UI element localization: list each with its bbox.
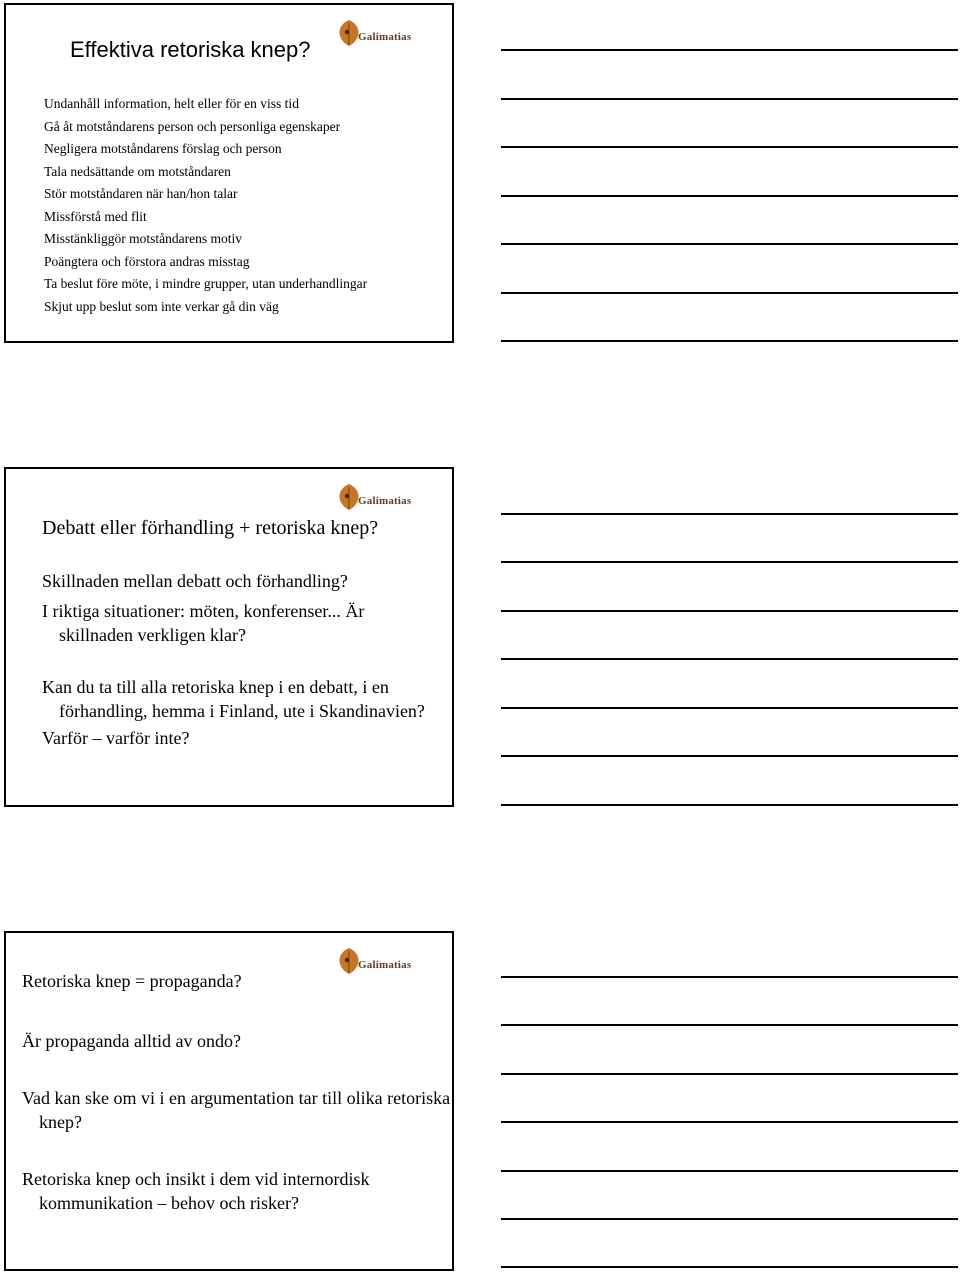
note-lines bbox=[501, 0, 958, 1272]
slide-title: Debatt eller förhandling + retoriska knep? bbox=[42, 517, 379, 539]
galimatias-logo bbox=[336, 947, 416, 977]
note-line bbox=[501, 1170, 958, 1172]
list-item: Ta beslut före möte, i mindre grupper, utan underhandlingar bbox=[44, 276, 368, 291]
paragraph: Skillnaden mellan debatt och förhandling? bbox=[42, 571, 348, 591]
note-line bbox=[501, 1121, 958, 1123]
note-line bbox=[501, 340, 958, 342]
list-item: Undanhåll information, helt eller för en viss tid bbox=[44, 96, 299, 111]
list-item: Gå åt motståndarens person och personliga egenskaper bbox=[44, 118, 341, 134]
note-line bbox=[501, 561, 958, 563]
logo-text: Galimatias bbox=[358, 31, 412, 43]
list-item: Tala nedsättande om motståndaren bbox=[44, 163, 231, 179]
list-item: Negligera motståndarens förslag och person bbox=[44, 141, 282, 156]
note-line bbox=[501, 292, 958, 294]
note-line bbox=[501, 98, 958, 100]
logo-text: Galimatias bbox=[358, 959, 412, 971]
paragraph: Är propaganda alltid av ondo? bbox=[22, 1031, 241, 1051]
logo-text: Galimatias bbox=[358, 495, 412, 507]
bullet-list bbox=[44, 93, 367, 318]
note-line bbox=[501, 1024, 958, 1026]
note-line bbox=[501, 976, 958, 978]
paragraph: Retoriska knep och insikt i dem vid internordisk kommunikation – behov och risker? bbox=[22, 1169, 370, 1213]
note-line bbox=[501, 243, 958, 245]
list-item: Poängtera och förstora andras misstag bbox=[44, 253, 250, 269]
note-line bbox=[501, 513, 958, 515]
note-line bbox=[501, 610, 958, 612]
paragraph: Vad kan ske om vi i en argumentation tar till olika retoriska knep? bbox=[22, 1088, 451, 1132]
list-item: Misstänkliggör motståndarens motiv bbox=[44, 231, 242, 246]
slide-debatt-eller-forhandling bbox=[4, 467, 454, 807]
note-line bbox=[501, 804, 958, 806]
slide-body bbox=[42, 569, 442, 750]
list-item: Skjut upp beslut som inte verkar gå din väg bbox=[44, 298, 279, 314]
list-item: Stör motståndaren när han/hon talar bbox=[44, 186, 238, 201]
note-line bbox=[501, 1073, 958, 1075]
paragraph: Varför – varför inte? bbox=[42, 728, 190, 748]
note-line bbox=[501, 707, 958, 709]
note-line bbox=[501, 195, 958, 197]
paragraph: Kan du ta till alla retoriska knep i en debatt, i en förhandling, hemma i Finland, ute i Skandinavien? bbox=[42, 677, 425, 721]
slide-effektiva-retoriska-knep bbox=[4, 3, 454, 343]
galimatias-logo bbox=[336, 19, 416, 49]
note-line bbox=[501, 755, 958, 757]
slide-title: Effektiva retoriska knep? bbox=[70, 37, 311, 62]
note-line bbox=[501, 1218, 958, 1220]
paragraph: I riktiga situationer: möten, konferenser... Är skillnaden verkligen klar? bbox=[42, 601, 365, 645]
slide-retoriska-knep-propaganda bbox=[4, 931, 454, 1271]
galimatias-logo bbox=[336, 483, 416, 513]
note-line bbox=[501, 49, 958, 51]
slide-title: Retoriska knep = propaganda? bbox=[22, 971, 242, 991]
note-line bbox=[501, 146, 958, 148]
note-line bbox=[501, 658, 958, 660]
list-item: Missförstå med flit bbox=[44, 208, 147, 224]
note-line bbox=[501, 1266, 958, 1268]
